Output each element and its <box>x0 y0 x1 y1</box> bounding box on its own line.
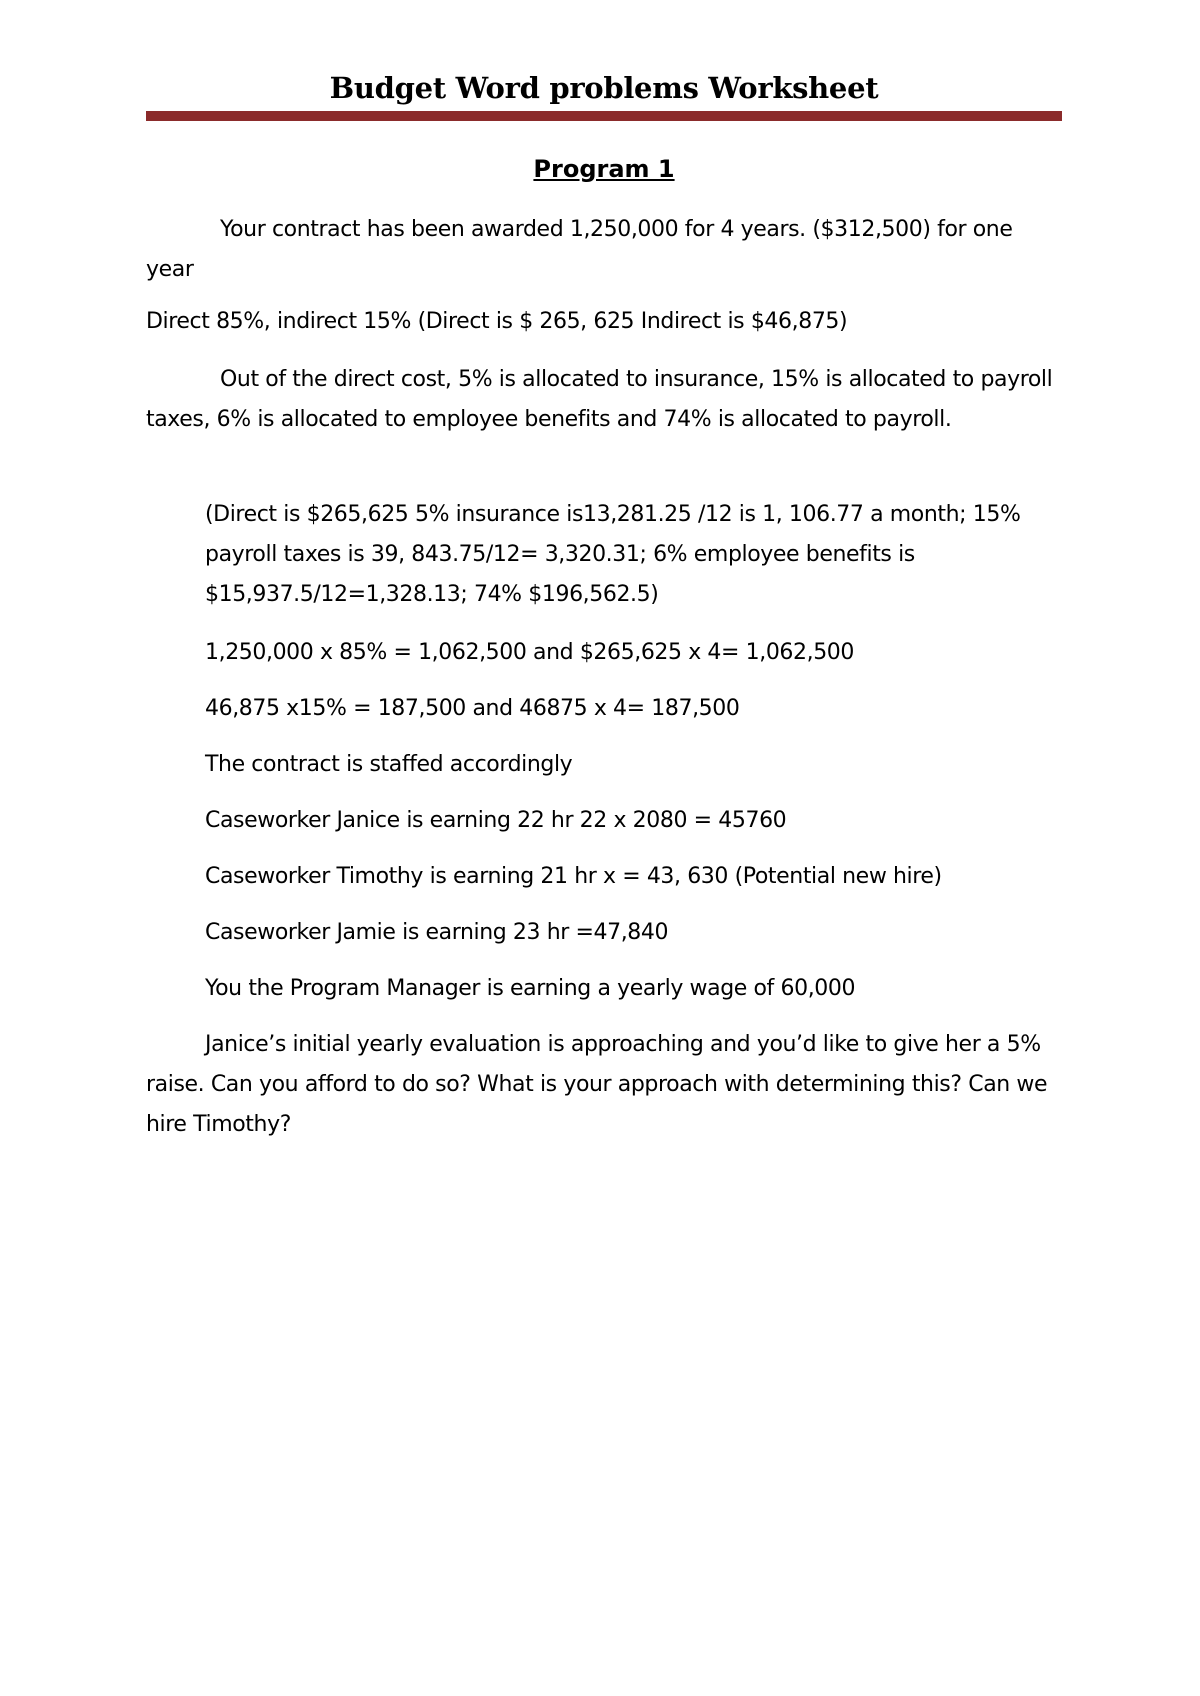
direct-breakdown-paragraph: (Direct is $265,625 5% insurance is13,281.25 /12 is 1, 106.77 a month; 15% payroll taxes is 39, 843.75/12= 3,320.31; 6% employee benefits is $15,937.5/12=1,328.13; 74% $196,562.5) <box>205 502 1021 607</box>
staffing-line: The contract is staffed accordingly <box>205 752 573 777</box>
caseworker-timothy-line: Caseworker Timothy is earning 21 hr x = 43, 630 (Potential new hire) <box>205 864 942 889</box>
title-divider <box>146 111 1062 121</box>
caseworker-janice-line: Caseworker Janice is earning 22 hr 22 x 2080 = 45760 <box>205 808 787 833</box>
direct-calculation-line: 1,250,000 x 85% = 1,062,500 and $265,625 x 4= 1,062,500 <box>205 640 855 665</box>
indirect-calculation-line: 46,875 x15% = 187,500 and 46875 x 4= 187,500 <box>205 696 740 721</box>
program-heading: Program 1 <box>533 155 675 183</box>
allocation-paragraph: Out of the direct cost, 5% is allocated to insurance, 15% is allocated to payroll taxes, 6% is allocated to employee benefits and 74% is allocated to payroll. <box>146 367 1053 432</box>
contract-award-paragraph: Your contract has been awarded 1,250,000 for 4 years. ($312,500) for one year <box>146 217 1013 282</box>
program-manager-line: You the Program Manager is earning a yearly wage of 60,000 <box>205 976 856 1001</box>
direct-indirect-paragraph: Direct 85%, indirect 15% (Direct is $ 265, 625 Indirect is $46,875) <box>146 309 848 334</box>
page-title: Budget Word problems Worksheet <box>329 71 879 105</box>
caseworker-jamie-line: Caseworker Jamie is earning 23 hr =47,840 <box>205 920 669 945</box>
evaluation-question-paragraph: Janice’s initial yearly evaluation is approaching and you’d like to give her a 5% raise. Can you afford to do so? What is your approach with determining this? Can we hire Timothy? <box>146 1032 1048 1137</box>
